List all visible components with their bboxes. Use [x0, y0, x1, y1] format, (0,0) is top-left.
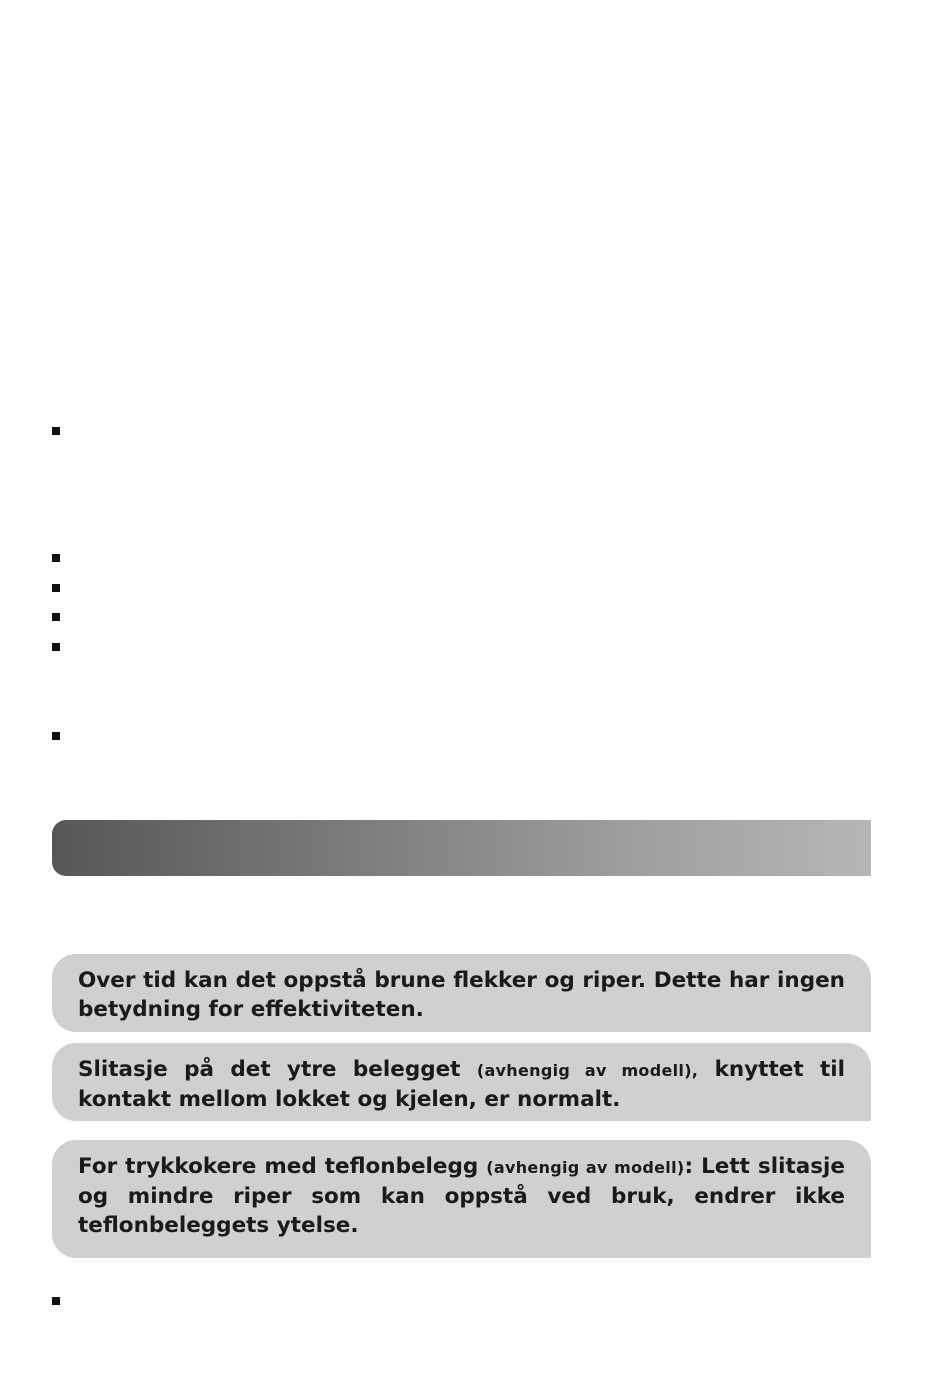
bullet-marker: [52, 613, 60, 621]
section-header-bar: [52, 820, 871, 876]
bullet-marker: [52, 427, 60, 435]
note-box-outer-coating: [52, 1043, 871, 1121]
note-text-main: Over tid kan det oppstå brune flekker og riper. Dette har ingen betydning for effektiviteten.: [78, 968, 845, 1022]
note-box-teflon: [52, 1140, 871, 1258]
note-text-small: (avhengig av modell): [486, 1158, 685, 1177]
bullet-marker: [52, 1297, 60, 1305]
bullet-marker: [52, 554, 60, 562]
bullet-marker: [52, 584, 60, 592]
note-text: [78, 966, 845, 1024]
note-text-before: Slitasje på det ytre belegget: [78, 1057, 477, 1082]
bullet-marker: [52, 643, 60, 651]
note-text-small: (avhengig av modell),: [476, 1061, 699, 1080]
note-text: [78, 1055, 845, 1114]
note-box-stains: [52, 954, 871, 1032]
note-text-after: : Lett slitasje og mindre riper som kan oppstå ved bruk, endrer ikke teflonbeleggets ytelse.: [78, 1154, 845, 1238]
note-text-before: For trykkokere med teflonbelegg: [78, 1154, 487, 1179]
bullet-marker: [52, 732, 60, 740]
note-text-after: knyttet til kontakt mellom lokket og kjelen, er normalt.: [78, 1057, 845, 1112]
note-text: [78, 1152, 845, 1240]
